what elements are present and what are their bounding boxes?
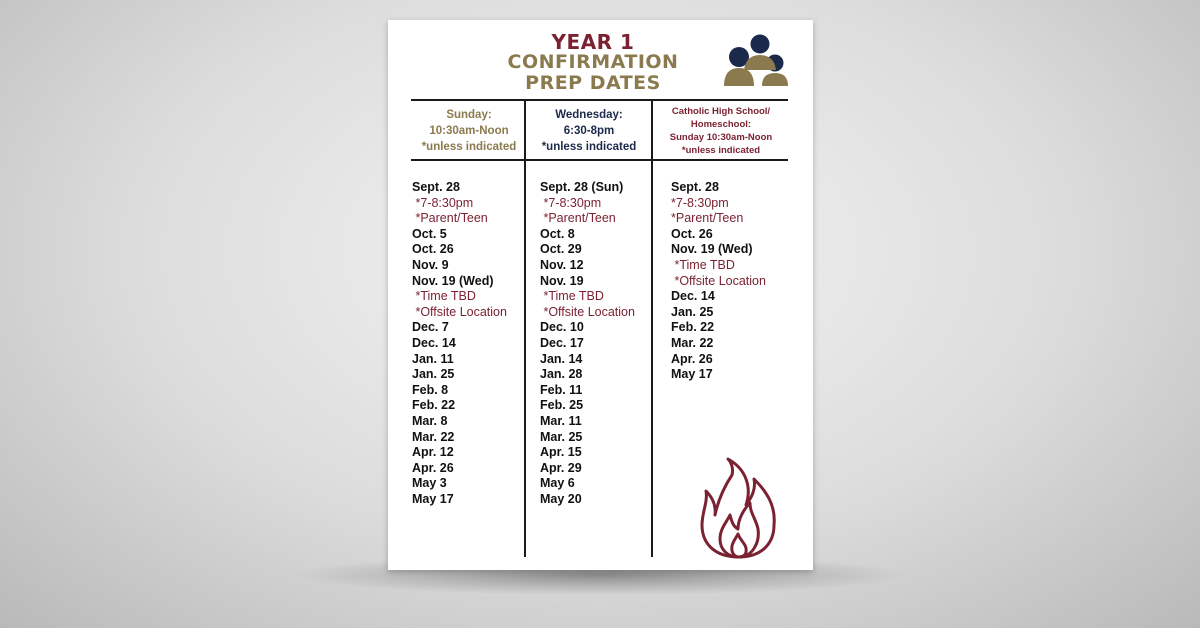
session-note: *7-8:30pm [412, 195, 474, 210]
session-note: *Parent/Teen [540, 211, 616, 226]
flyer [388, 20, 813, 570]
column-catholic-high-school-dates [671, 180, 789, 383]
session-date: Apr. 15 [540, 445, 582, 460]
session-date: Dec. 10 [540, 320, 584, 335]
session-date: Apr. 29 [540, 460, 582, 475]
column-header-line: Sunday 10:30am-Noon [669, 131, 773, 143]
session-date: Dec. 14 [412, 335, 456, 350]
session-date: Oct. 29 [540, 242, 582, 257]
session-date: May 17 [412, 491, 454, 506]
column-header-line: Sunday: [446, 108, 492, 121]
session-date: Nov. 12 [540, 257, 584, 272]
session-date: Mar. 11 [540, 413, 582, 428]
column-divider-2 [651, 99, 653, 557]
session-date: Feb. 8 [412, 382, 449, 397]
column-divider-1 [524, 99, 526, 557]
flame-icon [694, 457, 784, 560]
session-date: Apr. 26 [671, 351, 713, 366]
session-date: Mar. 25 [540, 429, 583, 444]
session-note: *Time TBD [412, 289, 476, 304]
session-note: *Parent/Teen [671, 211, 744, 226]
session-date: Jan. 25 [412, 367, 455, 382]
session-date: Feb. 25 [540, 398, 584, 413]
session-date: Nov. 19 (Wed) [671, 242, 753, 257]
session-date: Apr. 26 [412, 460, 454, 475]
session-date: Feb. 22 [671, 320, 715, 335]
column-wednesday-dates [540, 180, 650, 507]
column-header-line: 6:30-8pm [563, 124, 615, 137]
session-date: Mar. 8 [412, 413, 448, 428]
column-header-line: *unless indicated [421, 140, 517, 153]
column-header-line: *unless indicated [681, 144, 761, 156]
column-header-line: Wednesday: [555, 108, 623, 121]
session-date: Oct. 26 [412, 242, 454, 257]
column-sunday-dates [412, 180, 524, 507]
session-date: Jan. 28 [540, 367, 583, 382]
session-note: *Time TBD [540, 289, 604, 304]
column-header-catholic-high-school [654, 101, 788, 160]
session-note: *Offsite Location [540, 304, 635, 319]
session-date: Mar. 22 [412, 429, 455, 444]
column-header-line: Homeschool: [690, 118, 752, 130]
session-date: Dec. 7 [412, 320, 449, 335]
session-date: Dec. 17 [540, 335, 584, 350]
session-date: Oct. 8 [540, 226, 575, 241]
title-confirmation: CONFIRMATION [507, 51, 679, 73]
session-date: Sept. 28 [412, 180, 460, 194]
session-date: May 3 [412, 476, 447, 491]
column-header-line: Catholic High School/ [671, 105, 771, 117]
people-group-icon [722, 34, 792, 89]
session-date: Jan. 11 [412, 351, 454, 366]
session-note: *Parent/Teen [412, 211, 488, 226]
session-date: Mar. 22 [671, 335, 714, 350]
session-note: *Time TBD [671, 257, 735, 272]
session-date: Jan. 14 [540, 351, 583, 366]
column-header-line: *unless indicated [541, 140, 637, 153]
column-header-line: 10:30am-Noon [429, 124, 509, 137]
session-note: *Offsite Location [671, 273, 766, 288]
session-date: Nov. 19 (Wed) [412, 273, 494, 288]
session-date: May 20 [540, 491, 582, 506]
title-prep-dates: PREP DATES [525, 72, 661, 94]
session-date: Jan. 25 [671, 304, 714, 319]
session-date: Feb. 11 [540, 382, 583, 397]
column-header-sunday [413, 101, 525, 160]
session-date: Nov. 19 [540, 273, 584, 288]
session-note: *Offsite Location [412, 304, 507, 319]
session-date: Sept. 28 [671, 180, 719, 194]
session-date: Oct. 26 [671, 226, 713, 241]
session-note: *7-8:30pm [540, 195, 602, 210]
session-date: Feb. 22 [412, 398, 456, 413]
session-date: May 17 [671, 367, 713, 382]
title-year: YEAR 1 [551, 30, 635, 54]
session-date: May 6 [540, 476, 575, 491]
session-note: *7-8:30pm [671, 195, 729, 210]
session-date: Nov. 9 [412, 257, 449, 272]
session-date: Apr. 12 [412, 445, 454, 460]
session-date: Oct. 5 [412, 226, 447, 241]
session-date: Sept. 28 (Sun) [540, 180, 624, 194]
session-date: Dec. 14 [671, 289, 715, 304]
column-header-wednesday [527, 101, 651, 160]
